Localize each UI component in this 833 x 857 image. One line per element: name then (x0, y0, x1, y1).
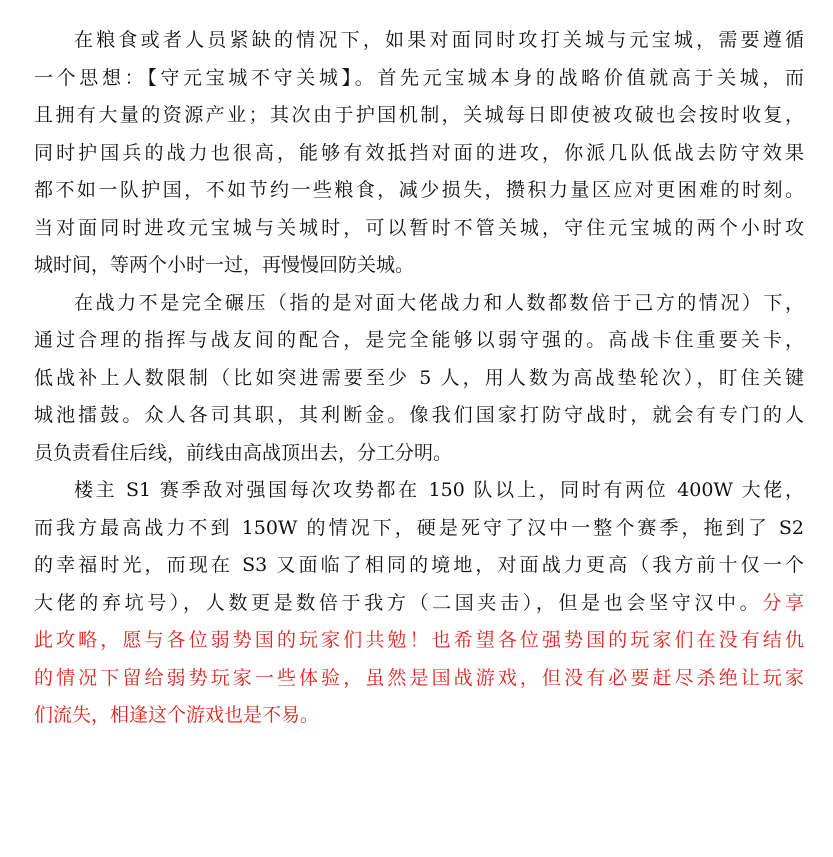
highlight-text: 分享 (762, 591, 804, 614)
text-line (34, 547, 804, 585)
text-line (34, 60, 804, 98)
line-text: 在战力不是完全碾压（指的是对面大佬战力和人数都数倍于己方的情况）下， (74, 291, 804, 314)
text-line (34, 210, 804, 248)
text-line-highlight (34, 697, 804, 735)
line-text: 且拥有大量的资源产业；其次由于护国机制，关城每日即使被攻破也会按时收复， (34, 104, 804, 126)
highlight-text: 的情况下留给弱势玩家一些体验，虽然是国战游戏，但没有必要赶尽杀绝让玩家 (34, 666, 804, 689)
line-text: 都不如一队护国，不如节约一些粮食，减少损失，攒积力量区应对更困难的时刻。 (34, 179, 804, 201)
line-text: 同时护国兵的战力也很高，能够有效抵挡对面的进攻，你派几队低战去防守效果 (34, 141, 804, 164)
line-text: 而我方最高战力不到 150W 的情况下，硬是死守了汉中一整个赛季，拖到了 S2 (34, 516, 804, 539)
document-body (34, 22, 804, 735)
text-line (34, 510, 804, 548)
text-line (34, 397, 804, 435)
text-line (34, 172, 804, 210)
line-text: 大佬的弃坑号），人数更是数倍于我方（二国夹击），但是也会坚守汉中。 (34, 591, 763, 614)
text-line (34, 585, 804, 623)
text-line (34, 97, 804, 135)
line-text: 当对面同时进攻元宝城与关城时，可以暂时不管关城，守住元宝城的两个小时攻 (34, 216, 804, 239)
text-line (34, 285, 804, 323)
text-line (34, 360, 804, 398)
line-text: 的幸福时光，而现在 S3 又面临了相同的境地，对面战力更高（我方前十仅一个 (34, 554, 804, 576)
text-line (34, 135, 804, 173)
line-text: 员负责看住后线，前线由高战顶出去，分工分明。 (34, 441, 453, 464)
text-line (34, 247, 804, 285)
highlight-text: 们流失，相逢这个游戏也是不易。 (34, 704, 320, 726)
line-text: 城池擂鼓。众人各司其职，其利断金。像我们国家打防守战时，就会有专门的人 (34, 404, 804, 426)
text-line-highlight (34, 660, 804, 698)
text-line (34, 22, 804, 60)
line-text: 低战补上人数限制（比如突进需要至少 5 人，用人数为高战垫轮次），盯住关键 (34, 366, 804, 389)
line-text: 城时间，等两个小时一过，再慢慢回防关城。 (34, 254, 415, 276)
text-line (34, 322, 804, 360)
line-text: 一个思想：【守元宝城不守关城】。首先元宝城本身的战略价值就高于关城，而 (34, 66, 804, 89)
text-line (34, 435, 804, 473)
line-text: 在粮食或者人员紧缺的情况下，如果对面同时攻打关城与元宝城，需要遵循 (74, 29, 804, 51)
highlight-text: 此攻略，愿与各位弱势国的玩家们共勉！也希望各位强势国的玩家们在没有结仇 (34, 629, 804, 651)
text-line (34, 472, 804, 510)
text-line-highlight (34, 622, 804, 660)
line-text: 通过合理的指挥与战友间的配合，是完全能够以弱守强的。高战卡住重要关卡， (34, 329, 804, 351)
line-text: 楼主 S1 赛季敌对强国每次攻势都在 150 队以上，同时有两位 400W 大佬， (74, 479, 804, 501)
